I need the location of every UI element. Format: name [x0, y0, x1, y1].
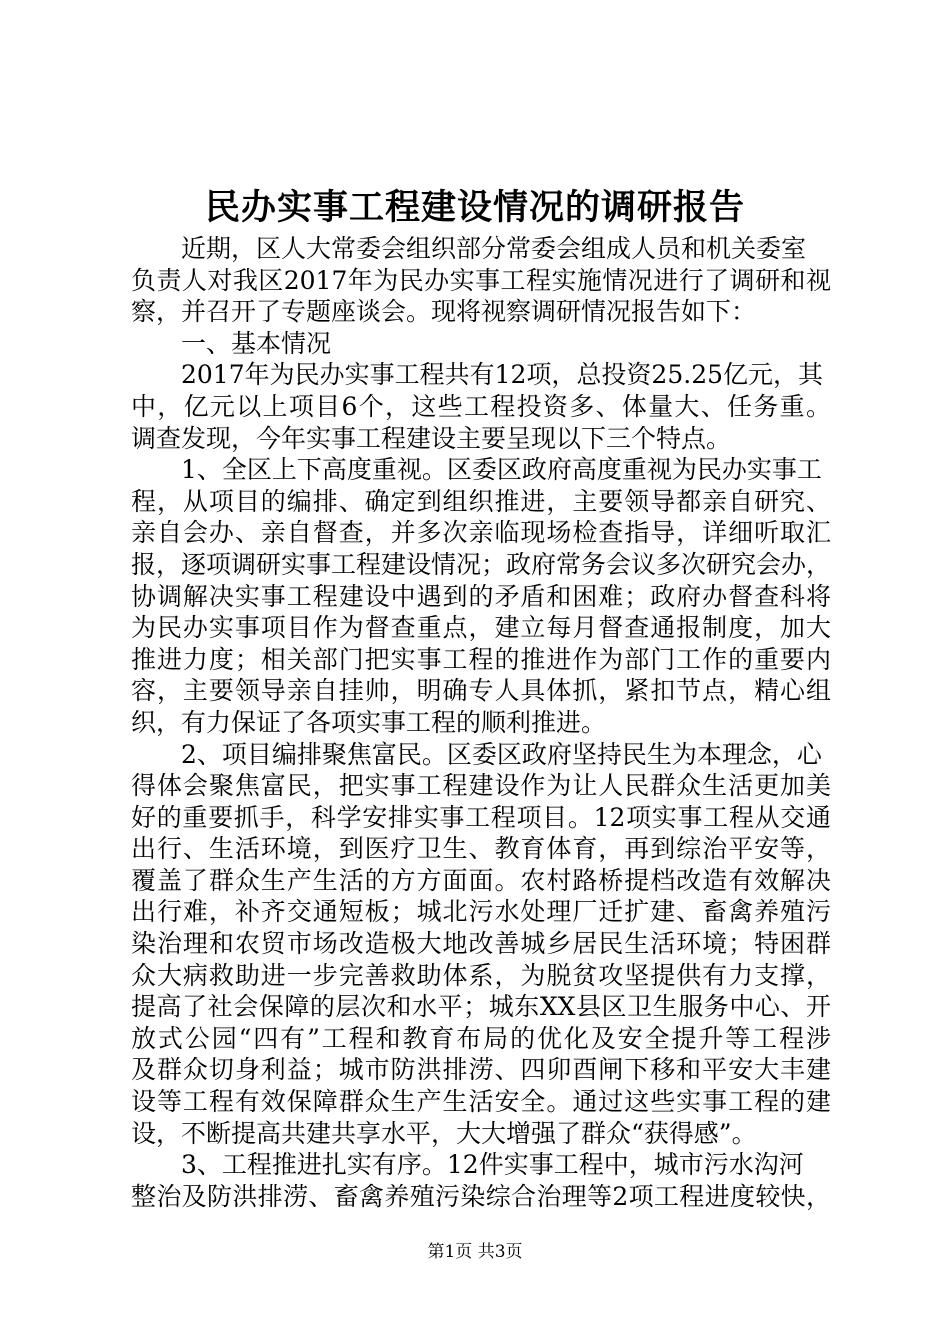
paragraph-line: 2、项目编排聚焦富民。区委区政府坚持民生为本理念，心	[181, 739, 822, 769]
paragraph-line: 容，主要领导亲自挂帅，明确专人具体抓，紧扣节点，精心组	[131, 676, 831, 706]
paragraph-line: 2017年为民办实事工程共有12项，总投资25.25亿元，其	[181, 360, 824, 390]
paragraph-line: 1、全区上下高度重视。区委区政府高度重视为民办实事工	[181, 455, 822, 485]
paragraph-line: 察，并召开了专题座谈会。现将视察调研情况报告如下：	[131, 297, 757, 327]
paragraph-line: 程，从项目的编排、确定到组织推进，主要领导都亲自研究、	[131, 486, 831, 516]
paragraph-line: 调查发现，今年实事工程建设主要呈现以下三个特点。	[131, 423, 732, 453]
paragraph-line: 放式公园“四有”工程和教育布局的优化及安全提升等工程涉	[131, 1023, 831, 1053]
section-heading: 一、基本情况	[181, 328, 332, 358]
paragraph-line: 染治理和农贸市场改造极大地改善城乡居民生活环境；特困群	[131, 929, 831, 959]
document-body	[131, 233, 831, 1212]
paragraph-line: 众大病救助进一步完善救助体系，为脱贫攻坚提供有力支撑，	[131, 960, 831, 990]
paragraph-line: 近期，区人大常委会组织部分常委会组成人员和机关委室	[181, 234, 807, 263]
paragraph-line: 中，亿元以上项目6个，这些工程投资多、体量大、任务重。	[131, 391, 831, 421]
document-title: 民办实事工程建设情况的调研报告	[204, 187, 745, 228]
paragraph-line: 及群众切身利益；城市防洪排涝、四卯酉闸下移和平安大丰建	[131, 1055, 831, 1085]
paragraph-line: 3、工程推进扎实有序。12件实事工程中，城市污水沟河	[181, 1150, 804, 1180]
paragraph-line: 出行、生活环境，到医疗卫生、教育体育，再到综治平安等，	[131, 834, 831, 864]
paragraph-line: 出行难，补齐交通短板；城北污水处理厂迁扩建、畜禽养殖污	[131, 897, 831, 927]
paragraph-line: 负责人对我区2017年为民办实事工程实施情况进行了调研和视	[131, 265, 831, 295]
paragraph-line: 覆盖了群众生产生活的方方面面。农村路桥提档改造有效解决	[131, 865, 831, 895]
paragraph-line: 亲自会办、亲自督查，并多次亲临现场检查指导，详细听取汇	[131, 518, 831, 548]
paragraph-line: 设等工程有效保障群众生产生活安全。通过这些实事工程的建	[131, 1087, 831, 1117]
paragraph-line: 设，不断提高共建共享水平，大大增强了群众“获得感”。	[131, 1118, 757, 1148]
paragraph-line: 报，逐项调研实事工程建设情况；政府常务会议多次研究会办，	[131, 549, 832, 579]
paragraph-line: 织，有力保证了各项实事工程的顺利推进。	[131, 707, 607, 737]
paragraph-line: 为民办实事项目作为督查重点，建立每月督查通报制度，加大	[131, 613, 831, 643]
paragraph-line: 整治及防洪排涝、畜禽养殖污染综合治理等2项工程进度较快，	[131, 1181, 831, 1211]
paragraph-line: 得体会聚焦富民，把实事工程建设作为让人民群众生活更加美	[131, 771, 831, 801]
paragraph-line: 提高了社会保障的层次和水平；城东XX县区卫生服务中心、开	[131, 992, 831, 1022]
paragraph-line: 协调解决实事工程建设中遇到的矛盾和困难；政府办督查科将	[131, 581, 831, 611]
paragraph-line: 推进力度；相关部门把实事工程的推进作为部门工作的重要内	[131, 644, 831, 674]
page-number-footer: 第1页 共3页	[427, 1242, 523, 1262]
paragraph-line: 好的重要抓手，科学安排实事工程项目。12项实事工程从交通	[131, 802, 831, 832]
